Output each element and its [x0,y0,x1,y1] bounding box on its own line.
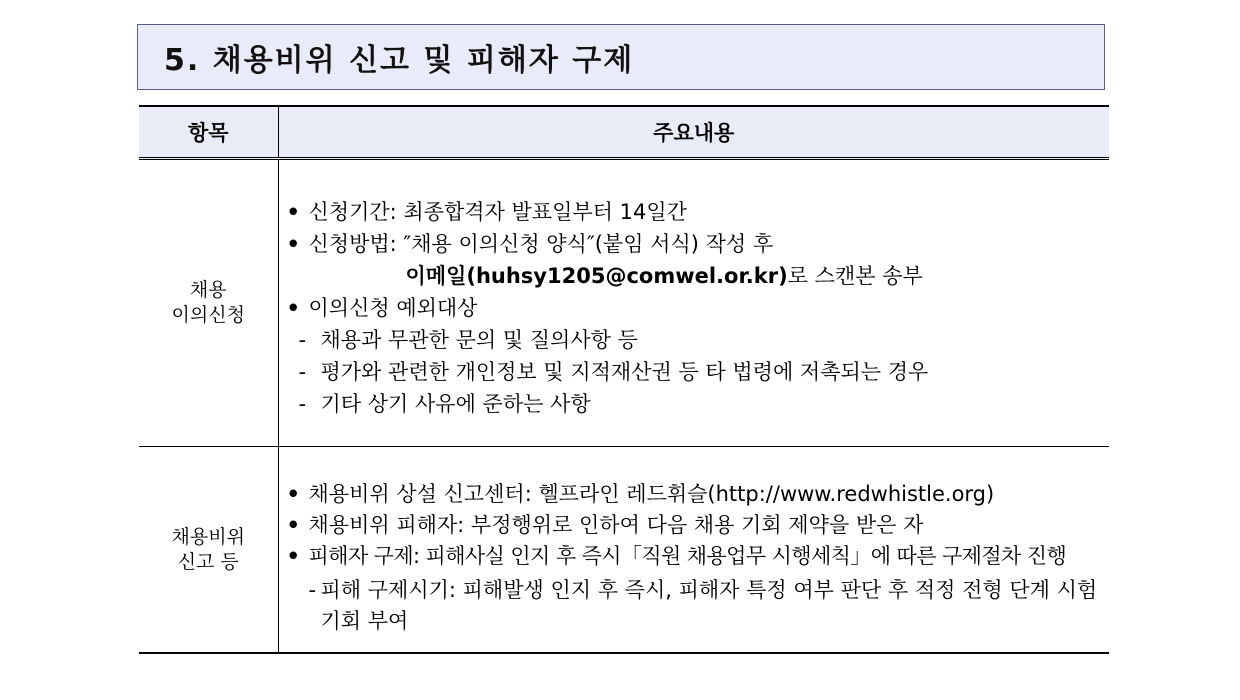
section-header [137,24,1105,90]
bullet-icon: • [286,232,300,256]
email-line [287,260,1110,292]
bullet-text: 피해자 구제: 피해사실 인지 후 즉시「직원 채용업무 시행세칙」에 따른 구제절차 진행 [308,544,1067,568]
header-item: 항목 [139,106,278,159]
sub-list-item [287,356,1110,388]
bullet-icon: • [286,544,300,568]
dash-icon: - [308,578,317,602]
item-label-line1: 채용비위 [171,525,245,548]
sub-item-text: 피해 구제시기: 피해발생 인지 후 즉시, 피해자 특정 여부 판단 후 적정 전형 단계 시험기회 부여 [320,578,1098,633]
sub-item-text: 기타 상기 사유에 준하는 사항 [320,392,591,416]
list-item [287,228,1110,260]
dash-icon: - [298,360,307,384]
table-row [139,159,1109,447]
bullet-text: 신청방법: ″채용 이의신청 양식″(붙임 서식) 작성 후 [308,232,774,256]
list-item [287,292,1110,324]
bullet-text: 신청기간: 최종합격자 발표일부터 14일간 [308,200,687,224]
bullet-text: 채용비위 피해자: 부정행위로 인하여 다음 채용 기회 제약을 받은 자 [308,513,924,537]
bullet-text: 이의신청 예외대상 [308,296,478,320]
bullet-icon: • [286,200,300,224]
bullet-text: 채용비위 상설 신고센터: 헬프라인 레드휘슬(http://www.redwhistle.org) [308,482,995,506]
item-cell-report [139,447,278,654]
table-row [139,447,1109,654]
email-suffix: 로 스캔본 송부 [787,264,923,288]
item-cell-appeal [139,159,278,447]
bullet-icon: • [286,482,300,506]
dash-icon: - [298,392,307,416]
table-header-row [139,106,1109,159]
sub-list-item [287,388,1110,420]
email-text: 이메일(huhsy1205@comwel.or.kr) [405,264,788,288]
list-item [287,479,1100,510]
sub-list-item [287,324,1110,356]
content-cell-appeal [278,159,1109,447]
item-label-line1: 채용 [189,279,227,301]
bullet-icon: • [286,513,300,537]
sub-item-text: 채용과 무관한 문의 및 질의사항 등 [320,328,638,352]
item-label-line2: 신고 등 [177,550,239,573]
sub-item-text: 평가와 관련한 개인정보 및 지적재산권 등 타 법령에 저촉되는 경우 [320,360,929,384]
content-cell-report [278,447,1109,654]
section-title: 5. 채용비위 신고 및 피해자 구제 [164,43,635,78]
list-item [287,510,1100,541]
header-content: 주요내용 [278,106,1109,159]
item-label-line2: 이의신청 [171,304,245,326]
dash-icon: - [298,328,307,352]
list-item [287,196,1110,228]
list-item [287,541,1100,572]
sub-list-item [287,572,1100,637]
bullet-icon: • [286,296,300,320]
info-table [139,105,1109,654]
